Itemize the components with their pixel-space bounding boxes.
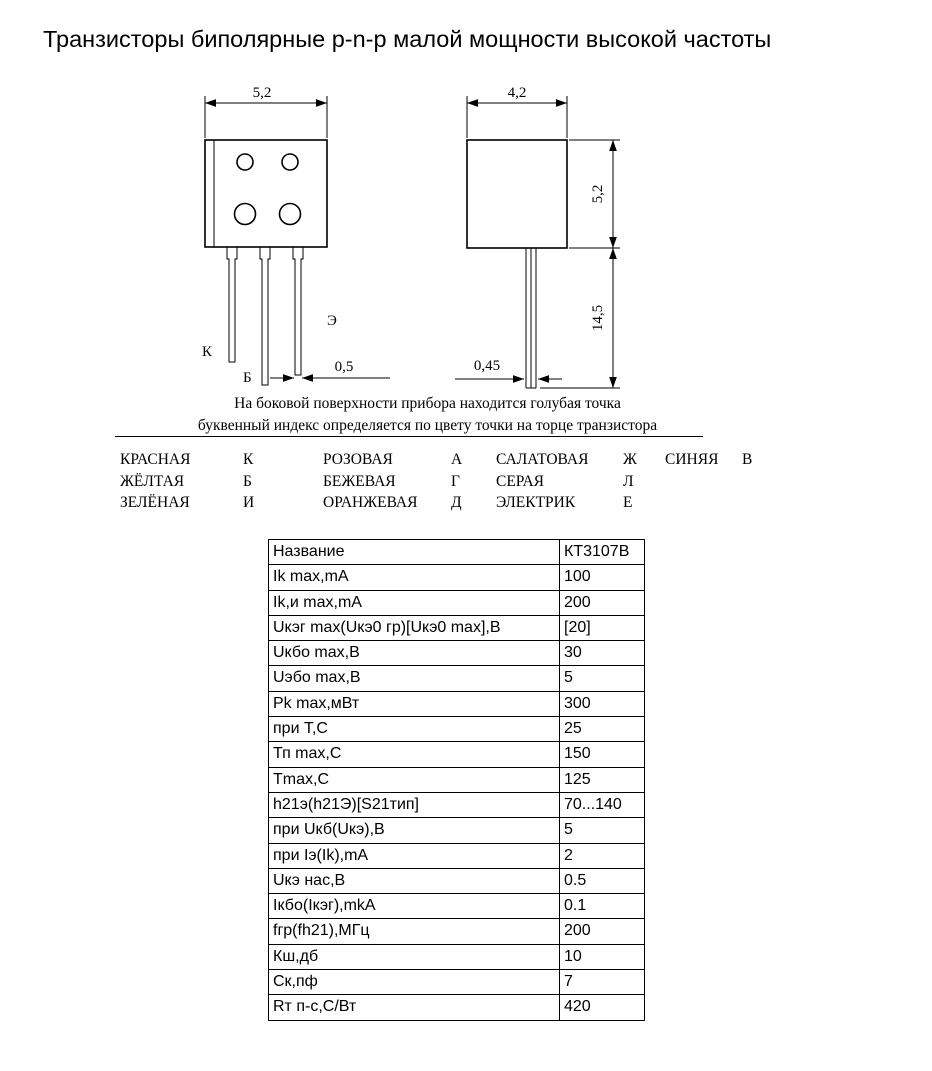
- collector-pin: [227, 247, 237, 362]
- emitter-pin-label: Э: [327, 313, 337, 329]
- front-pin-width-dim-label: 0,5: [334, 359, 354, 375]
- empty-cell: [742, 492, 752, 514]
- color-name: СЕРАЯ: [496, 472, 544, 490]
- color-letter: Д: [451, 494, 462, 511]
- side-view-drawing: [455, 85, 620, 388]
- page-title: Транзисторы биполярные p-n-p малой мощности высокой частоты: [43, 26, 772, 52]
- empty-cell: [665, 471, 742, 493]
- color-name: ЖЁЛТАЯ: [120, 472, 185, 490]
- param-name: при Т,С: [269, 717, 560, 742]
- table-header-row: [269, 540, 645, 565]
- param-value: 5: [560, 666, 645, 691]
- param-name: Pk max,мВт: [269, 691, 560, 716]
- color-letter: В: [742, 451, 753, 468]
- marking-note-line1: На боковой поверхности прибора находится голубая точка: [234, 395, 621, 412]
- table-row: [269, 615, 645, 640]
- table-row: [269, 590, 645, 615]
- table-row: [269, 717, 645, 742]
- param-value: 150: [560, 742, 645, 767]
- param-value: 0.5: [560, 868, 645, 893]
- color-letter: Г: [451, 472, 460, 490]
- emitter-pin: [293, 247, 303, 375]
- color-letter: И: [243, 494, 255, 511]
- param-name: Тп max,С: [269, 742, 560, 767]
- color-code-table: [120, 449, 752, 514]
- front-body-outline: [205, 140, 327, 247]
- table-row: [269, 691, 645, 716]
- param-name: Uкбо max,В: [269, 641, 560, 666]
- empty-cell: [665, 492, 742, 514]
- color-letter: Б: [243, 472, 252, 490]
- side-pin-length-dim-label: 14,5: [590, 304, 606, 332]
- table-row: [269, 944, 645, 969]
- param-value: КТ3107В: [560, 540, 645, 565]
- side-body-height-dim-label: 5,2: [590, 184, 606, 204]
- color-name: КРАСНАЯ: [120, 451, 191, 468]
- color-name: РОЗОВАЯ: [323, 451, 393, 468]
- param-value: 30: [560, 641, 645, 666]
- table-row: [269, 641, 645, 666]
- param-value: 200: [560, 919, 645, 944]
- param-value: 125: [560, 767, 645, 792]
- param-name: при Iэ(Ik),mA: [269, 843, 560, 868]
- param-value: 7: [560, 970, 645, 995]
- side-body-outline: [467, 140, 567, 248]
- color-name: ОРАНЖЕВАЯ: [323, 494, 418, 511]
- table-row: [269, 995, 645, 1020]
- front-body-dot: [282, 154, 298, 170]
- param-value: 420: [560, 995, 645, 1020]
- parameters-table: [268, 539, 645, 1021]
- param-name: Ск,пф: [269, 970, 560, 995]
- param-name: Tmax,С: [269, 767, 560, 792]
- param-value: 10: [560, 944, 645, 969]
- table-row: [269, 742, 645, 767]
- color-letter: А: [451, 451, 463, 468]
- param-name: Uкэг max(Uкэ0 гр)[Uкэ0 max],В: [269, 615, 560, 640]
- base-pin-label: Б: [243, 370, 252, 386]
- color-name: ЭЛЕКТРИК: [496, 494, 576, 511]
- table-row: [269, 666, 645, 691]
- param-value: 5: [560, 818, 645, 843]
- param-name: Название: [269, 540, 560, 565]
- table-row: [269, 565, 645, 590]
- param-name: Ik,и max,mA: [269, 590, 560, 615]
- base-pin: [260, 247, 270, 385]
- package-drawings: [0, 78, 700, 408]
- empty-cell: [742, 471, 752, 493]
- marking-note-line2: буквенный индекс определяется по цвету точки на торце транзистора: [197, 417, 658, 434]
- param-name: fгр(fh21),МГц: [269, 919, 560, 944]
- param-name: Uкэ нас,В: [269, 868, 560, 893]
- color-letter: Ж: [623, 451, 637, 468]
- param-value: 70...140: [560, 792, 645, 817]
- side-width-dim-label: 4,2: [507, 85, 527, 101]
- table-row: [269, 868, 645, 893]
- color-letter: Л: [623, 472, 634, 490]
- color-name: СИНЯЯ: [665, 451, 719, 468]
- param-name: при Uкб(Uкэ),В: [269, 818, 560, 843]
- color-name: САЛАТОВАЯ: [496, 451, 589, 468]
- param-value: 25: [560, 717, 645, 742]
- color-letter: Е: [623, 494, 633, 511]
- param-value: 300: [560, 691, 645, 716]
- table-row: [269, 843, 645, 868]
- param-value: 2: [560, 843, 645, 868]
- color-name: БЕЖЕВАЯ: [323, 472, 396, 490]
- param-value: 100: [560, 565, 645, 590]
- table-row: [269, 919, 645, 944]
- color-name: ЗЕЛЁНАЯ: [120, 494, 190, 511]
- color-letter: К: [243, 451, 254, 468]
- param-name: Ik max,mA: [269, 565, 560, 590]
- front-body-dot: [280, 204, 301, 225]
- param-name: Uэбо max,В: [269, 666, 560, 691]
- table-row: [269, 970, 645, 995]
- divider-line: [115, 436, 703, 437]
- param-name: Кш,дб: [269, 944, 560, 969]
- param-name: Iкбо(Iкэг),mkA: [269, 894, 560, 919]
- front-view-drawing: [202, 85, 390, 386]
- marking-note: [100, 394, 755, 436]
- param-name: Rт п-с,С/Вт: [269, 995, 560, 1020]
- param-value: 0.1: [560, 894, 645, 919]
- param-value: 200: [560, 590, 645, 615]
- table-row: [269, 818, 645, 843]
- param-name: h21э(h21Э)[S21тип]: [269, 792, 560, 817]
- table-row: [269, 767, 645, 792]
- front-width-dim-label: 5,2: [252, 85, 272, 101]
- front-body-dot: [235, 204, 256, 225]
- table-row: [269, 894, 645, 919]
- side-pin-thickness-dim-label: 0,45: [473, 358, 501, 374]
- front-body-dot: [237, 154, 253, 170]
- table-row: [269, 792, 645, 817]
- collector-pin-label: К: [202, 344, 213, 360]
- param-value: [20]: [560, 615, 645, 640]
